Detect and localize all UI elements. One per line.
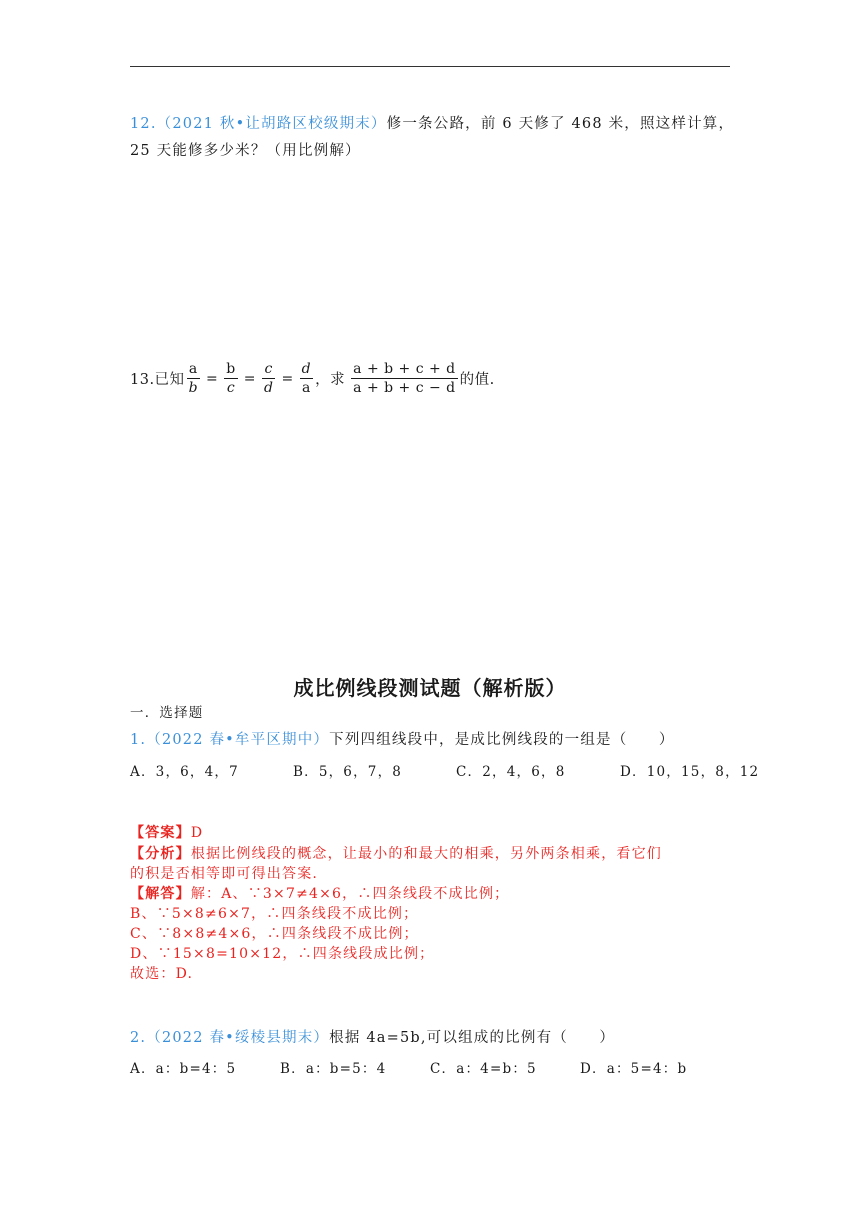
question-13-mid: ，求 xyxy=(315,372,346,388)
answer-value: D xyxy=(190,825,204,841)
question-12-source: （2021 秋•让胡路区校级期末） xyxy=(156,116,387,132)
question-12-line1 xyxy=(130,112,734,133)
q2-option-d: D．a：5=4：b xyxy=(580,1061,688,1077)
question-12-number: 12. xyxy=(130,116,157,132)
q2-option-c: C．a：4=b：5 xyxy=(430,1061,537,1077)
question-13: 13.已知 $\frac{a}{b}$ = $\frac{b}{c}$ = $\frac{c}{d}$ = $\frac{d}{a}$ ，求 $\frac{a + b + c + d}{a + b + c - d}$ 的值. xyxy=(130,361,495,396)
solution-tag: 【解答】 xyxy=(130,886,191,902)
q2-option-a: A．a：b=4：5 xyxy=(130,1061,237,1077)
analysis-line1 xyxy=(130,844,662,864)
document-title: 成比例线段测试题（解析版） xyxy=(293,676,567,700)
fraction-c-over-d: $\frac{c}{d}$ xyxy=(263,361,274,396)
answer-tag: 【答案】 xyxy=(130,825,191,841)
question-13-prefix: 13.已知 xyxy=(130,372,185,388)
solution-line2: B、∵5×8≠6×7，∴四条线段不成比例； xyxy=(130,906,419,922)
answer-line xyxy=(130,823,203,843)
question-12-text: 修一条公路，前 6 天修了 468 米，照这样计算， xyxy=(386,116,735,132)
fraction-d-over-a: $\frac{d}{a}$ xyxy=(301,361,312,396)
question-1-text: 下列四组线段中，是成比例线段的一组是（ ） xyxy=(329,732,675,748)
fraction-sum-expression: $\frac{a + b + c + d}{a + b + c - d}$ xyxy=(353,361,456,396)
question-2-source: （2022 春•绥棱县期末） xyxy=(146,1030,330,1046)
question-2-text: 根据 4a=5b,可以组成的比例有（ ） xyxy=(329,1030,616,1046)
solution-line5: 故选：D. xyxy=(130,966,194,982)
option-d: D．10，15，8，12 xyxy=(620,764,760,780)
analysis-line2: 的积是否相等即可得出答案. xyxy=(130,866,319,882)
section-heading: 一．选择题 xyxy=(130,705,204,721)
question-1-number: 1. xyxy=(130,732,147,748)
solution-text: 解：A、∵3×7≠4×6，∴四条线段不成比例； xyxy=(190,886,510,902)
question-1-source: （2022 春•牟平区期中） xyxy=(146,732,330,748)
option-a: A．3，6，4，7 xyxy=(130,764,239,780)
question-1 xyxy=(130,728,675,749)
header-rule xyxy=(130,66,730,67)
fraction-b-over-c: $\frac{b}{c}$ xyxy=(226,361,236,396)
q2-option-b: B．a：b=5：4 xyxy=(280,1061,387,1077)
solution-line3: C、∵8×8≠4×6，∴四条线段不成比例； xyxy=(130,926,419,942)
question-13-suffix: 的值. xyxy=(459,372,495,388)
fraction-a-over-b: $\frac{a}{b}$ xyxy=(188,361,199,396)
question-12-line2: 25 天能修多少米？（用比例解） xyxy=(130,143,361,159)
solution-line1 xyxy=(130,884,509,904)
question-2-number: 2. xyxy=(130,1030,147,1046)
solution-line4: D、∵15×8=10×12，∴四条线段成比例； xyxy=(130,946,435,962)
option-b: B．5，6，7，8 xyxy=(293,764,403,780)
analysis-text: 根据比例线段的概念，让最小的和最大的相乘，另外两条相乘，看它们 xyxy=(190,846,663,862)
analysis-tag: 【分析】 xyxy=(130,846,191,862)
option-c: C．2，4，6，8 xyxy=(456,764,566,780)
question-2 xyxy=(130,1026,615,1047)
